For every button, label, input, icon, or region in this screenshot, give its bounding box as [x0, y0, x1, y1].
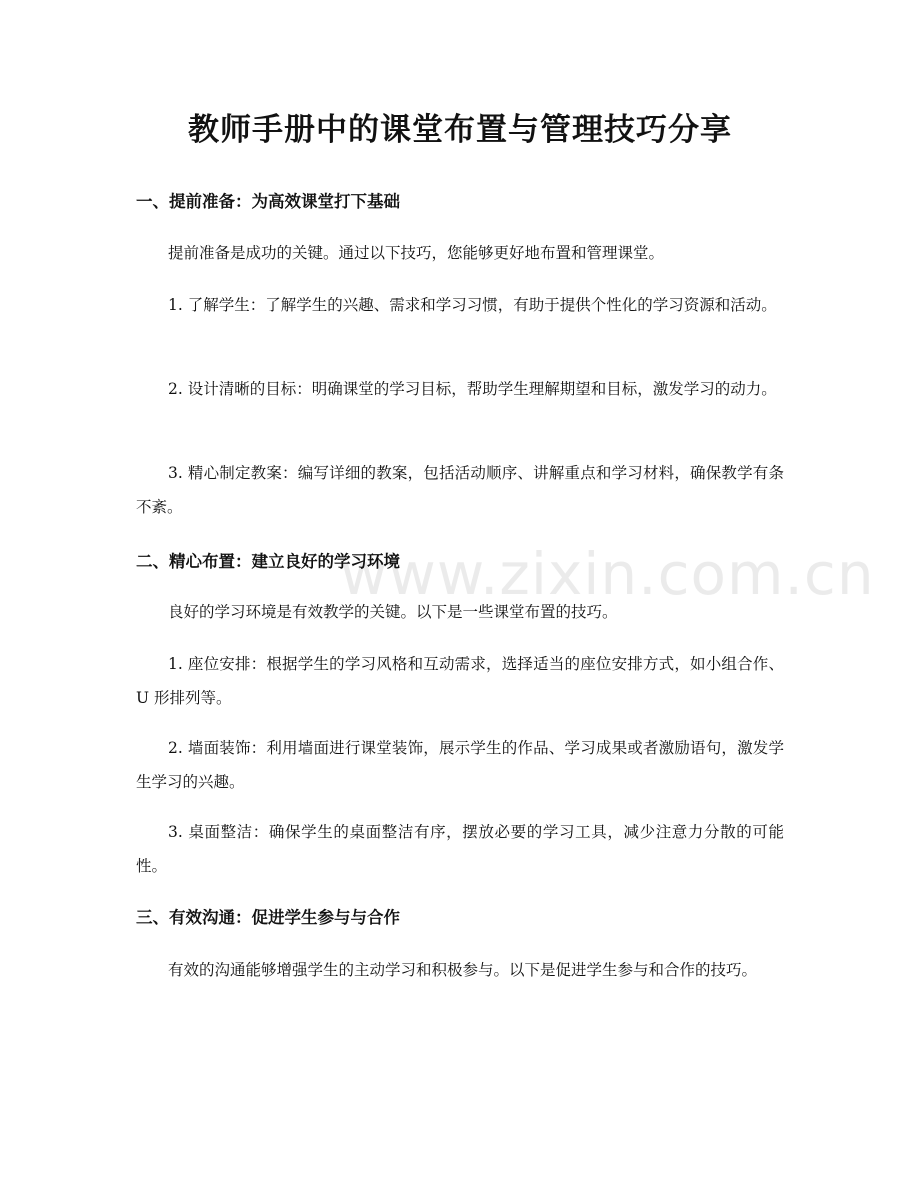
list-item: 1. 了解学生：了解学生的兴趣、需求和学习习惯，有助于提供个性化的学习资源和活动。 — [168, 296, 777, 314]
paragraph: 良好的学习环境是有效教学的关键。以下是一些课堂布置的技巧。 — [168, 603, 618, 621]
paragraph: 提前准备是成功的关键。通过以下技巧，您能够更好地布置和管理课堂。 — [168, 244, 665, 262]
paragraph: 有效的沟通能够增强学生的主动学习和积极参与。以下是促进学生参与和合作的技巧。 — [168, 961, 758, 979]
list-item: 2. 墙面装饰：利用墙面进行课堂装饰，展示学生的作品、学习成果或者激励语句，激发学生学习的兴趣。 — [136, 739, 784, 791]
section-heading-2: 二、精心布置：建立良好的学习环境 — [136, 552, 400, 571]
watermark: www.zixin.com.cn — [340, 540, 875, 608]
list-item: 2. 设计清晰的目标：明确课堂的学习目标，帮助学生理解期望和目标，激发学习的动力。 — [168, 380, 777, 398]
list-item: 3. 精心制定教案：编写详细的教案，包括活动顺序、讲解重点和学习材料，确保教学有条不紊。 — [136, 464, 784, 516]
document-title: 教师手册中的课堂布置与管理技巧分享 — [188, 112, 732, 148]
section-heading-1: 一、提前准备：为高效课堂打下基础 — [136, 192, 400, 211]
list-item: 1. 座位安排：根据学生的学习风格和互动需求，选择适当的座位安排方式，如小组合作、U 形排列等。 — [136, 655, 784, 707]
list-item: 3. 桌面整洁：确保学生的桌面整洁有序，摆放必要的学习工具，减少注意力分散的可能性。 — [136, 823, 784, 875]
section-heading-3: 三、有效沟通：促进学生参与与合作 — [136, 908, 400, 927]
